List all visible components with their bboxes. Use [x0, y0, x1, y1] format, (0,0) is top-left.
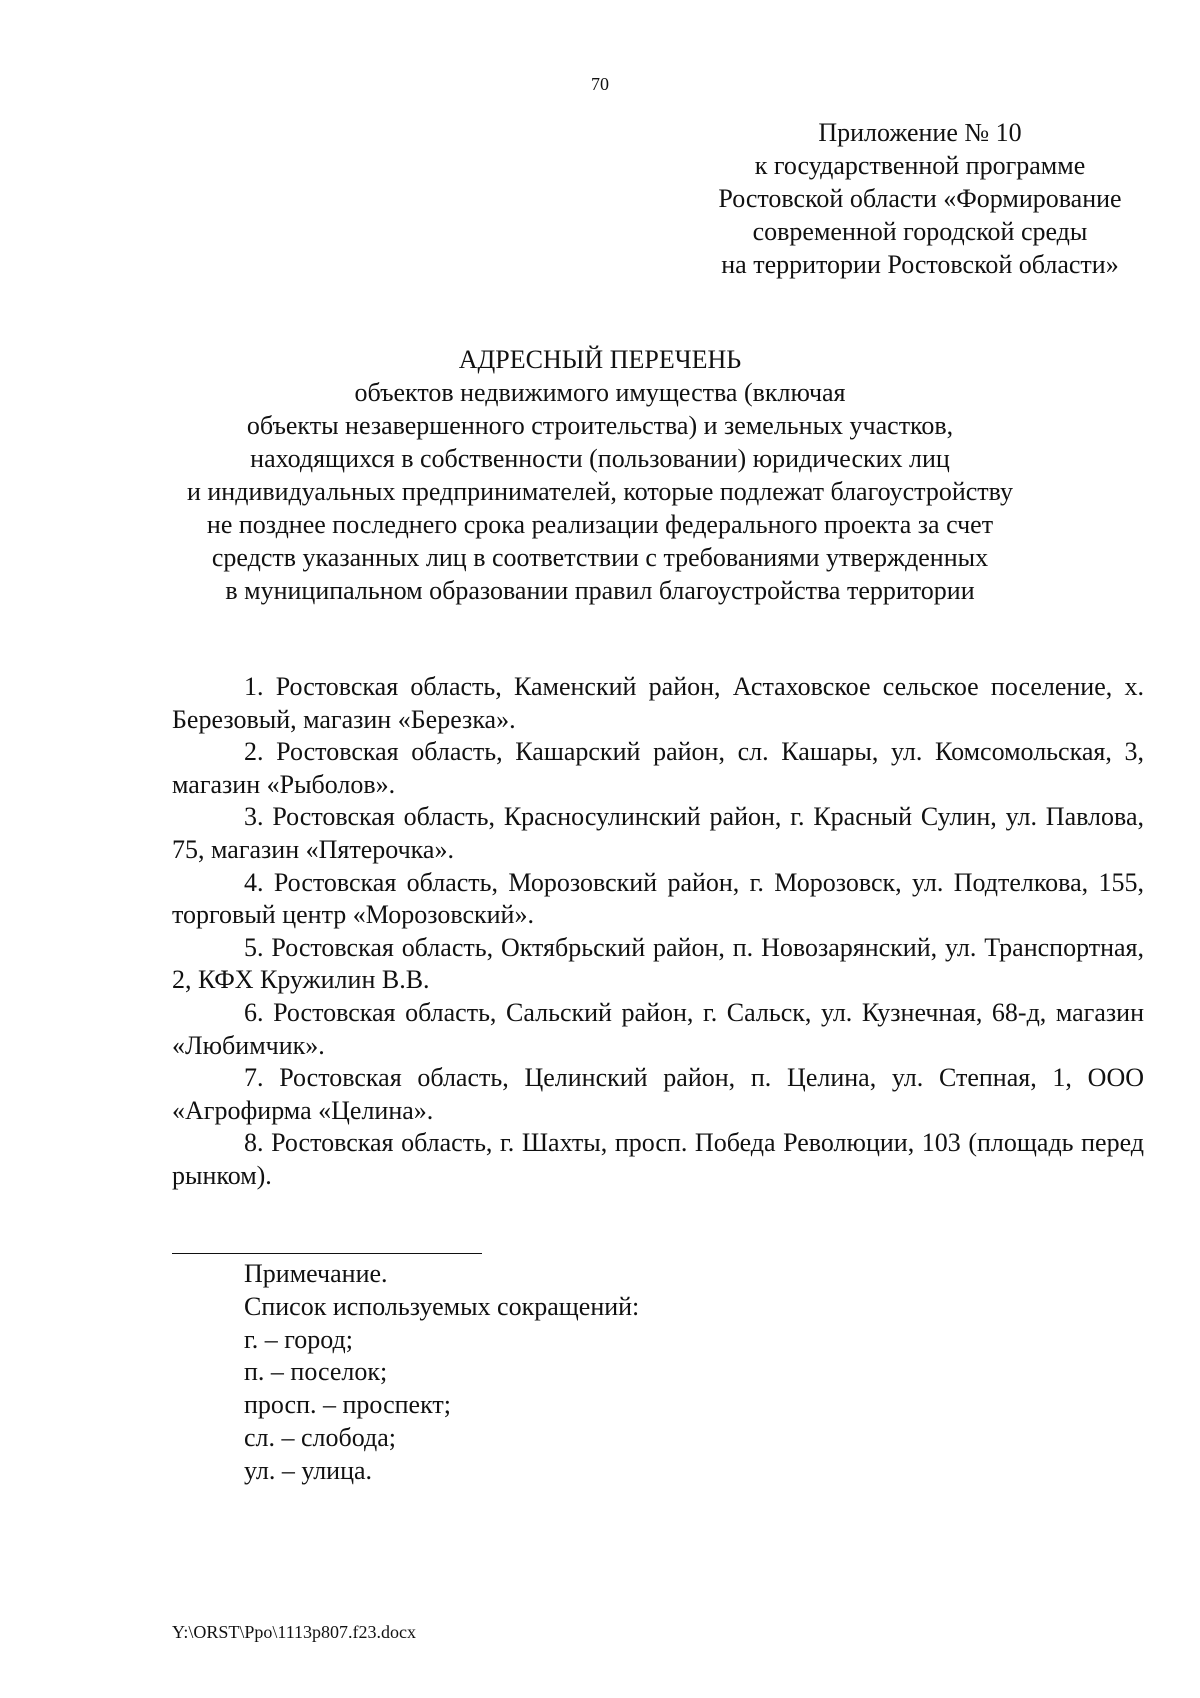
document-title	[100, 343, 1100, 607]
address-item: 5. Ростовская область, Октябрьский район, п. Новозарянский, ул. Транспортная, 2, КФХ Кружилин В.В.	[172, 932, 1144, 995]
title-heading: АДРЕСНЫЙ ПЕРЕЧЕНЬ	[458, 345, 742, 374]
title-line: средств указанных лиц в соответствии с требованиями утвержденных	[211, 543, 989, 572]
note-title: Примечание.	[244, 1259, 388, 1288]
abbreviation-item: ул. – улица.	[244, 1455, 373, 1485]
appendix-header	[690, 116, 1150, 281]
title-line: и индивидуальных предпринимателей, которые подлежат благоустройству	[186, 477, 1014, 506]
footnote-divider	[172, 1253, 482, 1254]
address-list	[172, 671, 1144, 1193]
abbreviations-note	[244, 1258, 1044, 1488]
abbreviation-item: г. – город;	[244, 1324, 353, 1354]
address-item: 6. Ростовская область, Сальский район, г. Сальск, ул. Кузнечная, 68-д, магазин «Любимчик».	[172, 997, 1144, 1060]
title-line: объекты незавершенного строительства) и земельных участков,	[246, 411, 954, 440]
appendix-line: Ростовской области «Формирование	[718, 184, 1122, 213]
title-line: не позднее последнего срока реализации федерального проекта за счет	[206, 510, 994, 539]
abbreviation-item: просп. – проспект;	[244, 1390, 451, 1420]
address-item: 4. Ростовская область, Морозовский район, г. Морозовск, ул. Подтелкова, 155, торговый центр «Морозовский».	[172, 867, 1144, 930]
title-line: объектов недвижимого имущества (включая	[354, 378, 846, 407]
title-line: в муниципальном образовании правил благоустройства территории	[225, 576, 975, 605]
address-item: 7. Ростовская область, Целинский район, п. Целина, ул. Степная, 1, ООО «Агрофирма «Целина».	[172, 1063, 1144, 1125]
title-line: находящихся в собственности (пользовании) юридических лиц	[250, 444, 950, 473]
appendix-line: к государственной программе	[754, 151, 1086, 180]
appendix-line: на территории Ростовской области»	[721, 250, 1119, 279]
abbreviation-item: п. – поселок;	[244, 1357, 388, 1387]
file-path-footer: Y:\ORST\Ppo\1113p807.f23.docx	[172, 1622, 417, 1642]
page-number: 70	[591, 74, 609, 94]
note-subtitle: Список используемых сокращений:	[244, 1291, 640, 1321]
appendix-line: современной городской среды	[752, 217, 1088, 246]
address-item: 2. Ростовская область, Кашарский район, сл. Кашары, ул. Комсомольская, 3, магазин «Рыболов».	[172, 737, 1144, 799]
address-item: 1. Ростовская область, Каменский район, Астаховское сельское поселение, х. Березовый, магазин «Березка».	[172, 672, 1144, 734]
address-item: 3. Ростовская область, Красносулинский район, г. Красный Сулин, ул. Павлова, 75, магазин «Пятерочка».	[172, 802, 1144, 864]
abbreviation-item: сл. – слобода;	[244, 1422, 397, 1452]
appendix-line: Приложение № 10	[818, 118, 1022, 147]
address-item: 8. Ростовская область, г. Шахты, просп. Победа Революции, 103 (площадь перед рынком).	[172, 1128, 1144, 1190]
